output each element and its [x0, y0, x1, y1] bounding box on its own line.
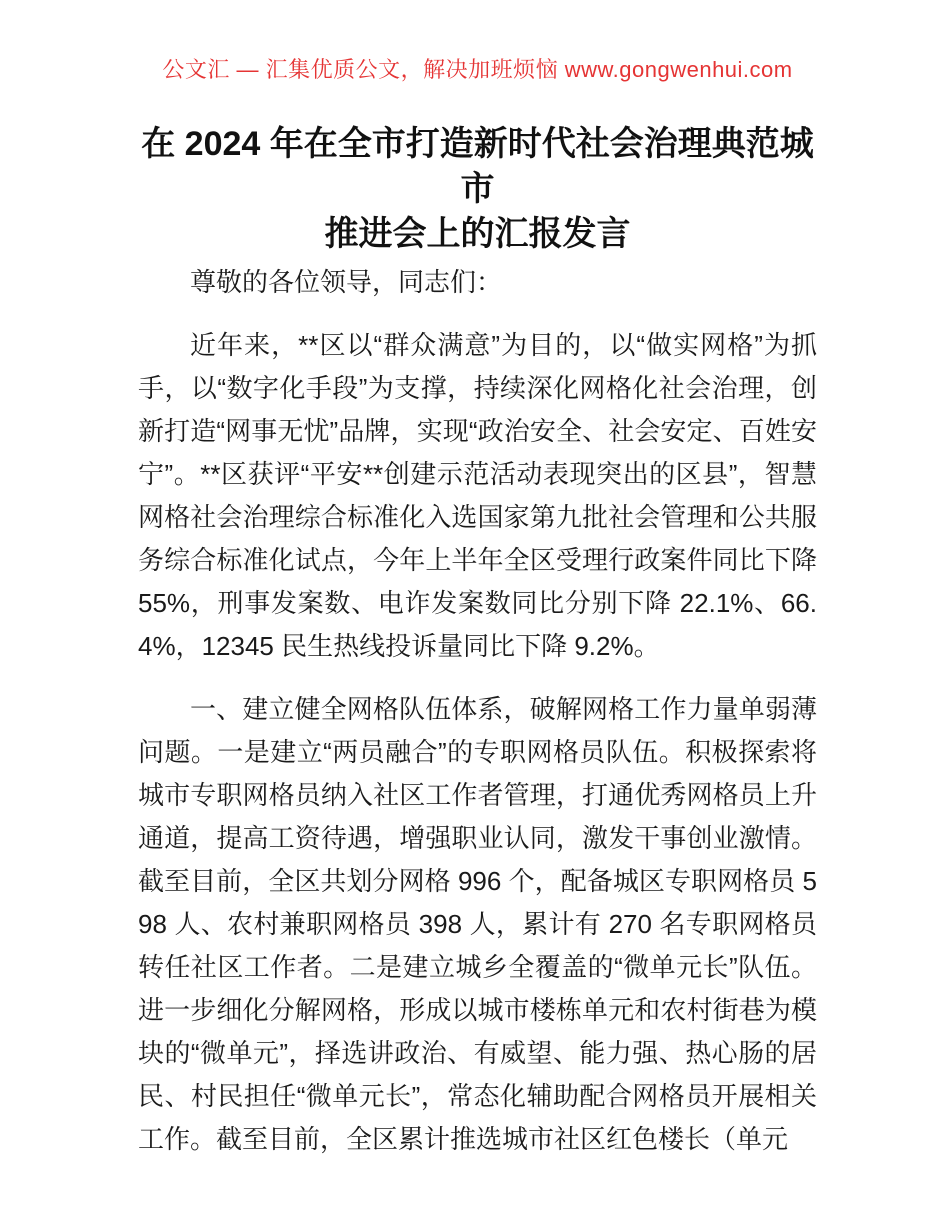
site-watermark-banner: 公文汇 — 汇集优质公文，解决加班烦恼 www.gongwenhui.com [162, 57, 793, 82]
document-title-line-1: 在 2024 年在全市打造新时代社会治理典范城市 [141, 125, 814, 208]
paragraph-section-one: 一、建立健全网格队伍体系，破解网格工作力量单弱薄问题。一是建立“两员融合”的专职网格员队伍。积极探索将城市专职网格员纳入社区工作者管理，打通优秀网格员上升通道，提高工资待遇，增强职业认同，激发干事创业激情。截至目前，全区共划分网格 996 个，配备城区专职网格员 598 人、农村兼职网格员 398 人，累计有 270 名专职网格员转任社区工作者。二是建立城乡全覆盖的“微单元长”队伍。进一步细化分解网格，形成以城市楼栋单元和农村街巷为模块的“微单元”，择选讲政治、有威望、能力强、热心肠的居民、村民担任“微单元长”，常态化辅助配合网格员开展相关工作。截至目前，全区累计推选城市社区红色楼长（单元 [138, 694, 817, 1154]
paragraph-salutation: 尊敬的各位领导，同志们： [190, 267, 503, 297]
paragraph-introduction: 近年来，**区以“群众满意”为目的，以“做实网格”为抓手，以“数字化手段”为支撑，持续深化网格化社会治理，创新打造“网事无忧”品牌，实现“政治安全、社会安定、百姓安宁”。**区获评“平安**创建示范活动表现突出的区县”，智慧网格社会治理综合标准化入选国家第九批社会管理和公共服务综合标准化试点，今年上半年全区受理行政案件同比下降 55%，刑事发案数、电诈发案数同比分别下降 22.1%、66.4%，12345 民生热线投诉量同比下降 9.2%。 [138, 330, 817, 661]
document-title [138, 122, 817, 257]
document-title-line-2: 推进会上的汇报发言 [324, 215, 631, 253]
document-body [138, 261, 817, 1161]
